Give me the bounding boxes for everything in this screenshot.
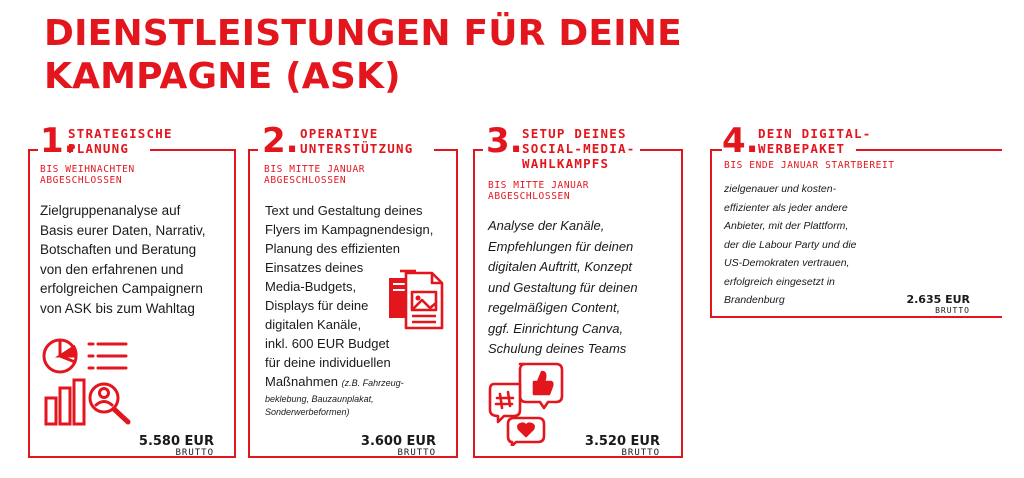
- card-deadline-line: BIS MITTE JANUAR: [264, 164, 366, 175]
- card-price-note: BRUTTO: [175, 448, 214, 458]
- card-deadline: [488, 180, 589, 202]
- card-description-line: Schulung deines Teams: [488, 341, 627, 356]
- card-heading-line: SETUP DEINES: [522, 126, 627, 141]
- card-deadline-line: ABGESCHLOSSEN: [40, 175, 123, 186]
- card-heading-line: OPERATIVE: [300, 126, 379, 141]
- card-deadline-line: BIS WEIHNACHTEN: [40, 164, 135, 175]
- card-price-note: BRUTTO: [935, 306, 970, 315]
- card-heading-line: STRATEGISCHE: [68, 126, 173, 141]
- card-description-line: Botschaften und Beratung: [40, 242, 197, 257]
- card-frame-top-right: [640, 149, 683, 151]
- card-frame-top-left: [248, 149, 258, 151]
- card-description-line: Planung des effizienten: [265, 241, 400, 256]
- card-description-line: digitalen Kanäle,: [265, 317, 362, 332]
- card-number: 3.: [486, 121, 523, 161]
- card-description-line: für deine individuellen: [265, 355, 391, 370]
- strategy-chart-icon: [40, 336, 140, 428]
- card-description-line: Einsatzes deines: [265, 260, 364, 275]
- card-description-line: erfolgreich eingesetzt in: [724, 275, 835, 288]
- card-frame-top-left: [473, 149, 483, 151]
- card-footnote-line: Sonderwerbeformen): [265, 407, 350, 417]
- card-description-line: Displays für deine: [265, 298, 369, 313]
- card-heading-line: PLANUNG: [68, 141, 130, 156]
- card-heading: [758, 126, 871, 156]
- card-deadline: [724, 160, 895, 171]
- card-description-line: zielgenauer und kosten-: [724, 183, 837, 195]
- card-price: 2.635 EUR: [906, 293, 970, 306]
- card-heading: [522, 126, 635, 171]
- card-frame-top-left: [710, 149, 722, 151]
- card-description: [488, 216, 638, 360]
- card-heading-line: UNTERSTÜTZUNG: [300, 141, 414, 156]
- card-description-line: Brandenburg: [724, 294, 785, 306]
- card-description-line: Analyse der Kanäle,: [488, 218, 605, 233]
- card-footnote-line: beklebung, Bauzaunplakat,: [265, 394, 374, 404]
- card-description-line: der die Labour Party und die: [724, 238, 857, 251]
- card-description-line: ggf. Einrichtung Canva,: [488, 320, 624, 336]
- social-media-bubbles-icon: [486, 360, 566, 446]
- flyer-documents-icon: [386, 268, 446, 332]
- card-frame-top-right: [856, 149, 1002, 151]
- card-description-line: [265, 372, 433, 391]
- card-description-line: Flyers im Kampagnendesign,: [265, 222, 434, 237]
- card-description-line: Anbieter, mit der Plattform,: [724, 220, 849, 232]
- card-price: 5.580 EUR: [138, 434, 214, 449]
- card-description-line: Text und Gestaltung deines: [265, 203, 423, 218]
- card-heading-line: DEIN DIGITAL-: [758, 126, 872, 141]
- card-price-note: BRUTTO: [621, 448, 660, 458]
- card-deadline-line: BIS MITTE JANUAR: [488, 180, 590, 191]
- card-description-line: US-Demokraten vertrauen,: [724, 257, 850, 269]
- card-description-line: inkl. 600 EUR Budget: [265, 336, 390, 351]
- card-price-note: BRUTTO: [397, 448, 436, 458]
- card-price: 3.600 EUR: [360, 434, 436, 449]
- card-description: [724, 180, 857, 310]
- card-description-line: digitalen Auftritt, Konzept: [488, 259, 633, 274]
- card-deadline: [40, 164, 135, 186]
- card-heading: [68, 126, 173, 156]
- page-title-line-2: KAMPAGNE (ASK): [44, 56, 401, 97]
- card-description: [40, 201, 206, 318]
- card-description-line: effizienter als jeder andere: [724, 201, 848, 214]
- card-description-line: erfolgreichen Campaignern: [40, 281, 203, 296]
- card-footnote-line: (z.B. Fahrzeug-: [341, 378, 404, 388]
- page-title: [44, 12, 804, 98]
- card-frame-top-left: [28, 149, 38, 151]
- card-heading-line: WERBEPAKET: [758, 141, 846, 156]
- card-description-line: von den erfahrenen und: [40, 261, 184, 277]
- card-heading-line: SOCIAL-MEDIA-: [522, 141, 636, 156]
- card-heading-line: WAHLKAMPFS: [522, 156, 610, 171]
- card-description-line: Media-Budgets,: [265, 279, 357, 294]
- card-description-line: von ASK bis zum Wahltag: [40, 300, 195, 316]
- card-description-line: Basis eurer Daten, Narrativ,: [40, 222, 206, 238]
- card-description-line: regelmäßigen Content,: [488, 300, 621, 315]
- card-footnote: [265, 393, 374, 419]
- page-title-line-1: DIENSTLEISTUNGEN FÜR DEINE: [44, 13, 682, 54]
- card-description-line: Empfehlungen für deinen: [488, 238, 634, 254]
- card-deadline: [264, 164, 365, 186]
- card-heading: [300, 126, 413, 156]
- card-deadline-line: ABGESCHLOSSEN: [264, 175, 347, 186]
- card-description-last-word: Maßnahmen: [265, 374, 338, 389]
- card-deadline-line: ABGESCHLOSSEN: [488, 191, 571, 202]
- card-number: 2.: [262, 121, 299, 161]
- card-frame-top-right: [434, 149, 458, 151]
- card-deadline-line: BIS ENDE JANUAR STARTBEREIT: [724, 160, 895, 171]
- card-number: 4.: [722, 121, 759, 161]
- card-description-line: und Gestaltung für deinen: [488, 279, 638, 295]
- card-number: 1.: [40, 121, 77, 161]
- card-price: 3.520 EUR: [584, 434, 660, 449]
- card-description-line: Zielgruppenanalyse auf: [40, 203, 181, 218]
